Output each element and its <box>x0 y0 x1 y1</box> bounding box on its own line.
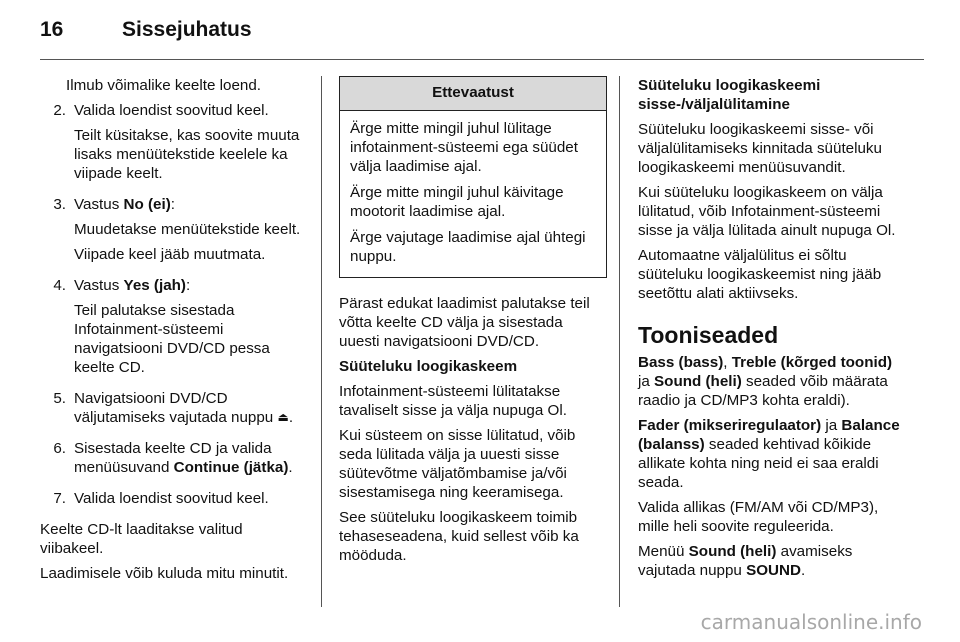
list-item <box>40 489 308 514</box>
column-divider-2 <box>619 76 620 607</box>
list-continuation: Ilmub võimalike keelte loend. <box>66 77 262 94</box>
header-rule <box>40 59 924 60</box>
list-item <box>40 389 308 433</box>
paragraph: Menüü Sound (heli) avamiseks vajutada nuppu SOUND. <box>638 543 853 579</box>
list-text: Sisestada keelte CD ja valida menüüsuvand Continue (jätka). <box>74 440 293 476</box>
list-item <box>40 101 308 189</box>
column-divider-1 <box>321 76 322 607</box>
paragraph: Infotainment-süsteemi lülitatakse tavaliselt sisse ja välja nupuga Ol. <box>339 383 567 419</box>
watermark: carmanualsonline.info <box>700 610 922 634</box>
list-text: Navigatsiooni DVD/CD väljutamiseks vajutada nuppu ⏏. <box>74 390 294 426</box>
page-title: Sissejuhatus <box>122 18 252 41</box>
column-3 <box>638 76 908 586</box>
column-2 <box>339 76 607 571</box>
section-title: Tooniseaded <box>638 322 779 348</box>
subheading: Süüteluku loogikaskeem <box>339 358 518 375</box>
paragraph: Keelte CD-lt laaditakse valitud viibakeel. <box>40 521 243 557</box>
warning-title: Ettevaatust <box>340 77 606 111</box>
list-number: 3. <box>53 196 66 213</box>
paragraph: Bass (bass), Treble (kõrged toonid) ja Sound (heli) seaded võib määrata raadio ja CD/MP3 kohta eraldi). <box>638 354 893 409</box>
column-1 <box>40 76 308 589</box>
list-item <box>40 276 308 383</box>
warning-text: Ärge mitte mingil juhul käivitage mootorit laadimise ajal. <box>350 184 564 220</box>
list-number: 4. <box>53 277 66 294</box>
paragraph: Pärast edukat laadimist palutakse teil võtta keelte CD välja ja sisestada uuesti navigatsiooni DVD/CD. <box>339 295 590 350</box>
option-label: Yes (jah) <box>123 277 186 294</box>
option-label: Continue (jätka) <box>173 459 289 476</box>
paragraph: Kui süüteluku loogikaskeem on välja lülitatud, võib Infotainment-süsteemi sisse ja välja lülitada ainult nupuga Ol. <box>638 184 896 239</box>
paragraph: Kui süsteem on sisse lülitatud, võib seda lülitada välja ja uuesti sisse süütevõtme väljatõmbamise ja/või sisestamisega ning keeramisega. <box>339 427 576 501</box>
warning-box <box>339 76 607 278</box>
page-number: 16 <box>40 18 64 41</box>
warning-text: Ärge mitte mingil juhul lülitage infotainment-süsteemi ega süüdet välja laadimise ajal. <box>350 120 578 175</box>
list-number: 7. <box>53 490 66 507</box>
list-number: 6. <box>53 440 66 457</box>
paragraph: Süüteluku loogikaskeemi sisse- või väljalülitamiseks kinnitada süüteluku loogikaskeemi menüüsuvandit. <box>638 121 882 176</box>
list-subtext: Teil palutakse sisestada Infotainment-süsteemi navigatsiooni DVD/CD pessa keelte CD. <box>74 302 270 376</box>
list-item <box>40 439 308 483</box>
list-text: Vastus No (ei): <box>74 196 176 213</box>
warning-text: Ärge vajutage laadimise ajal ühtegi nuppu. <box>350 229 586 265</box>
option-label: No (ei) <box>123 196 171 213</box>
list-text: Valida loendist soovitud keel. <box>74 490 269 507</box>
list-number: 2. <box>53 102 66 119</box>
list-number: 5. <box>53 390 66 407</box>
list-text: Valida loendist soovitud keel. <box>74 102 269 119</box>
eject-icon: ⏏ <box>277 410 289 424</box>
subheading: Süüteluku loogikaskeemi sisse-/väljalülitamine <box>638 77 821 113</box>
list-subtext: Muudetakse menüütekstide keelt. <box>74 221 301 238</box>
list-item <box>40 195 308 270</box>
list-text: Vastus Yes (jah): <box>74 277 191 294</box>
paragraph: Fader (mikseriregulaator) ja Balance (balanss) seaded kehtivad kõikide allikate kohta ning neid ei saa eraldi seada. <box>638 417 900 491</box>
list-subtext: Teilt küsitakse, kas soovite muuta lisaks menüütekstide keelele ka viipade keelt. <box>74 127 300 182</box>
paragraph: Valida allikas (FM/AM või CD/MP3), mille heli soovite reguleerida. <box>638 499 879 535</box>
list-subtext: Viipade keel jääb muutmata. <box>74 246 266 263</box>
paragraph: See süüteluku loogikaskeem toimib tehaseseadena, kuid sellest võib ka mööduda. <box>339 509 579 564</box>
paragraph: Laadimisele võib kuluda mitu minutit. <box>40 565 289 582</box>
paragraph: Automaatne väljalülitus ei sõltu süüteluku loogikaskeemist ning jääb seetõttu alati aktiivseks. <box>638 247 882 302</box>
